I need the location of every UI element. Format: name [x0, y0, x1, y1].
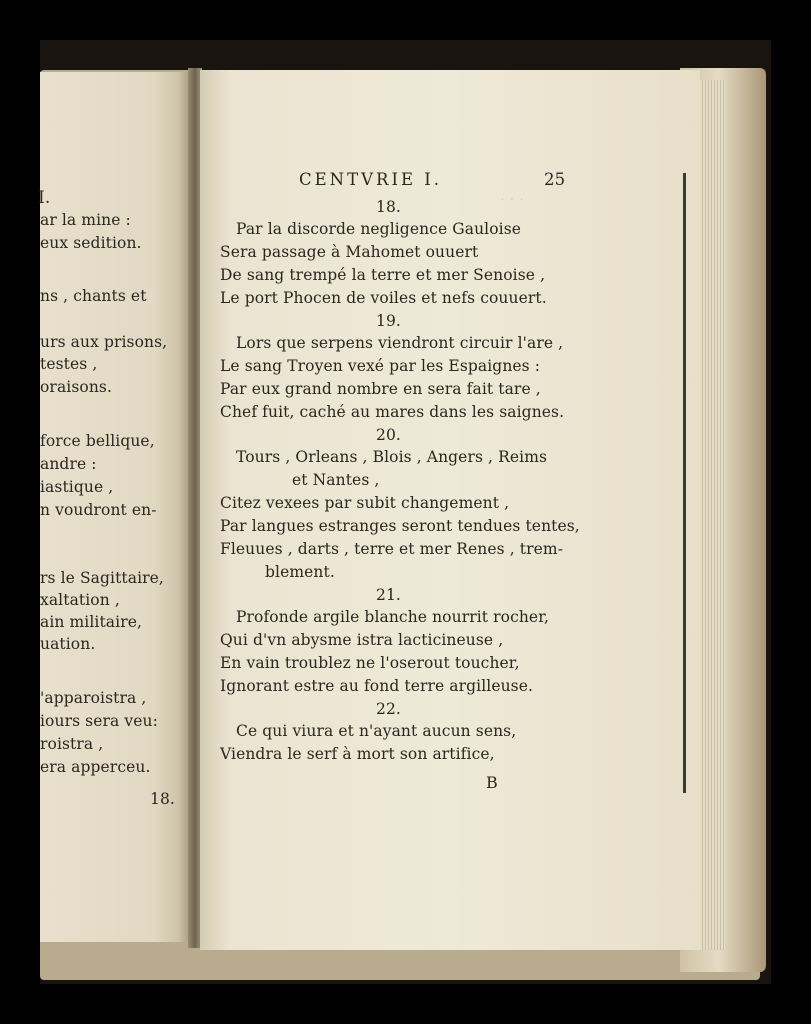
- left-line-12: iastique ,: [40, 478, 114, 496]
- left-line-7: testes ,: [40, 355, 98, 373]
- verse-line: Fleuues , darts , terre et mer Renes , trem-: [220, 540, 564, 558]
- left-line-15: rs le Sagittaire,: [40, 569, 164, 587]
- verse-line: Profonde argile blanche nourrit rocher,: [236, 608, 550, 626]
- verse-line: Le sang Troyen vexé par les Espaignes :: [220, 357, 541, 375]
- book-photo: [40, 40, 771, 984]
- verse-line: En vain troublez ne l'oserout toucher,: [220, 654, 520, 672]
- verse-line: Citez vexees par subit changement ,: [220, 494, 510, 512]
- left-page: [40, 72, 190, 942]
- verse-line: Par la discorde negligence Gauloise: [236, 220, 522, 238]
- verse-line: Tours , Orleans , Blois , Angers , Reims: [236, 448, 548, 466]
- left-line-13: n voudront en-: [40, 501, 157, 519]
- left-line-22: roistra ,: [40, 735, 104, 753]
- verse-line: Chef fuit, caché au mares dans les saignes.: [220, 403, 565, 421]
- left-line-23: era apperceu.: [40, 758, 151, 776]
- left-line-2: eux sedition.: [40, 234, 142, 252]
- verse-line: Par eux grand nombre en sera fait tare ,: [220, 380, 541, 398]
- left-line-16: xaltation ,: [40, 591, 120, 609]
- quatrain-number-22: 22.: [376, 700, 401, 718]
- left-page-header: I.: [38, 188, 51, 208]
- bleed-through: · · ·: [500, 190, 524, 208]
- left-line-11: andre :: [40, 455, 97, 473]
- page-margin-rule: [683, 173, 686, 793]
- left-line-8: oraisons.: [40, 378, 112, 396]
- left-line-10: force bellique,: [40, 432, 155, 450]
- left-line-21: iours sera veu:: [40, 712, 158, 730]
- verse-line: Par langues estranges seront tendues tentes,: [220, 517, 580, 535]
- verse-line: Ignorant estre au fond terre argilleuse.: [220, 677, 534, 695]
- signature-mark: B: [486, 773, 498, 792]
- left-catchword: 18.: [150, 790, 175, 808]
- left-line-18: uation.: [40, 635, 96, 653]
- verse-line-continued: blement.: [265, 563, 335, 581]
- left-line-6: urs aux prisons,: [40, 333, 168, 351]
- verse-line: Viendra le serf à mort son artifice,: [220, 745, 495, 763]
- verse-line: Qui d'vn abysme istra lacticineuse ,: [220, 631, 504, 649]
- verse-line: De sang trempé la terre et mer Senoise ,: [220, 266, 546, 284]
- page-number: 25: [544, 170, 566, 189]
- verse-line: Lors que serpens viendront circuir l'are ,: [236, 334, 564, 352]
- quatrain-number-19: 19.: [376, 312, 401, 330]
- left-line-4: ns , chants et: [40, 287, 147, 305]
- running-title: CENTVRIE I.: [299, 170, 443, 189]
- left-line-1: ar la mine :: [40, 211, 131, 229]
- quatrain-number-18: 18.: [376, 198, 401, 216]
- left-line-17: ain militaire,: [40, 613, 143, 631]
- quatrain-number-21: 21.: [376, 586, 401, 604]
- verse-line: Ce qui viura et n'ayant aucun sens,: [236, 722, 517, 740]
- left-line-20: 'apparoistra ,: [40, 689, 147, 707]
- right-page: [200, 70, 700, 950]
- verse-line: Sera passage à Mahomet ouuert: [220, 243, 479, 261]
- quatrain-number-20: 20.: [376, 426, 401, 444]
- verse-line: Le port Phocen de voiles et nefs couuert.: [220, 289, 547, 307]
- verse-line-continued: et Nantes ,: [292, 471, 380, 489]
